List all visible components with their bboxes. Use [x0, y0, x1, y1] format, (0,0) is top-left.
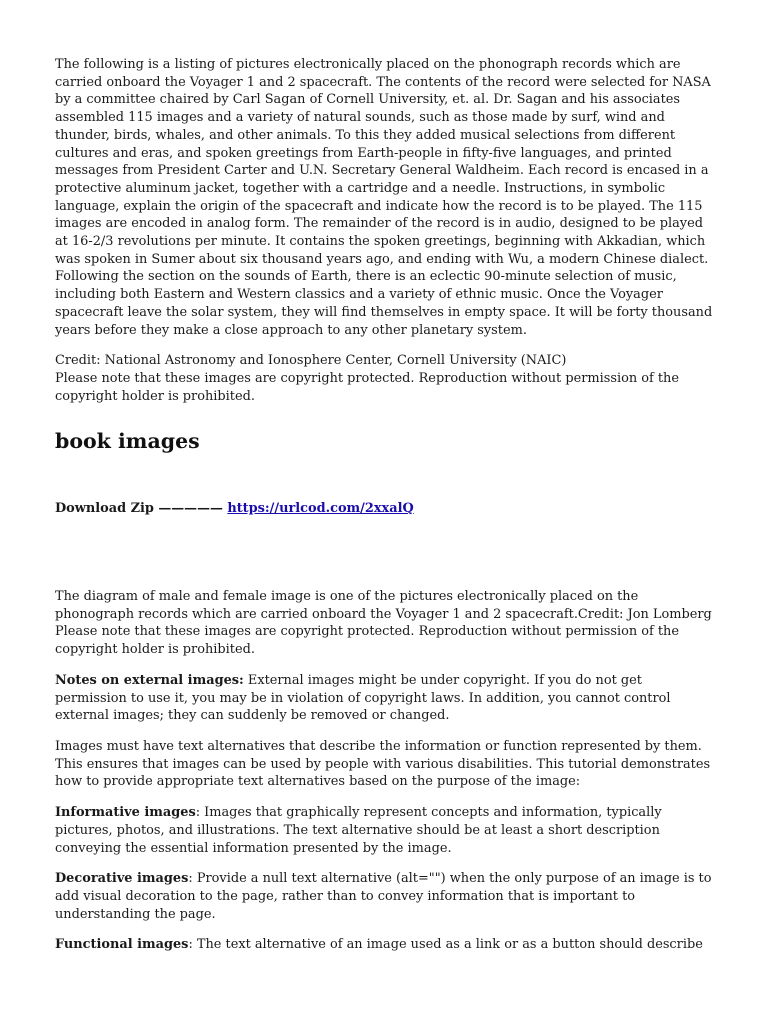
credit-line: Credit: National Astronomy and Ionosphere Center, Cornell University (NAIC): [55, 353, 567, 369]
diagram-text: The diagram of male and female image is one of the pictures electronically placed on the phonograph records which are carried onboard the Voyager 1 and 2 spacecraft.Credit: Jon Lomberg: [55, 589, 712, 622]
copyright-notice: Please note that these images are copyright protected. Reproduction without permission of the copyright holder is prohibited.: [55, 370, 679, 404]
functional-images-text: : The text alternative of an image used as a link or as a button should describe: [188, 937, 703, 953]
document-page: [55, 56, 715, 967]
section-heading: book images: [55, 429, 200, 454]
decorative-images-term: Decorative images: [55, 871, 189, 887]
external-images-text: External images might be under copyright. If you do not get permission to use it, you may be in violation of copyright laws. In addition, you cannot control external images; they can suddenly be removed or changed.: [55, 672, 671, 724]
external-images-note: [55, 672, 715, 725]
decorative-images-paragraph: [55, 870, 715, 923]
download-label: Download Zip —————: [55, 501, 223, 517]
informative-images-paragraph: [55, 804, 715, 857]
intro-paragraph: The following is a listing of pictures electronically placed on the phonograph records which are carried onboard the Voyager 1 and 2 spacecraft. The contents of the record were selected for NASA by a committee chaired by Carl Sagan of Cornell University, et. al. Dr. Sagan and his associates assembled 115 images and a variety of natural sounds, such as those made by surf, wind and thunder, birds, whales, and other animals. To this they added musical selections from different cultures and eras, and spoken greetings from Earth-people in fifty-five languages, and printed messages from President Carter and U.N. Secretary General Waldheim. Each record is encased in a protective aluminum jacket, together with a cartridge and a needle. Instructions, in symbolic language, explain the origin of the spacecraft and indicate how the record is to be played. The 115 images are encoded in analog form. The remainder of the record is in audio, designed to be played at 16-2/3 revolutions per minute. It contains the spoken greetings, beginning with Akkadian, which was spoken in Sumer about six thousand years ago, and ending with Wu, a modern Chinese dialect. Following the section on the sounds of Earth, there is an eclectic 90-minute selection of music, including both Eastern and Western classics and a variety of ethnic music. Once the Voyager spacecraft leave the solar system, they will find themselves in empty space. It will be forty thousand years before they make a close approach to any other planetary system.: [55, 57, 713, 338]
download-line: [55, 500, 715, 518]
functional-images-term: Functional images: [55, 937, 189, 953]
diagram-copyright-notice: Please note that these images are copyright protected. Reproduction without permission of the copyright holder is prohibited.: [55, 624, 679, 658]
external-images-term: Notes on external images:: [55, 672, 244, 688]
diagram-paragraph: [55, 588, 715, 659]
informative-images-text: : Images that graphically represent concepts and information, typically pictures, photos, and illustrations. The text alternative should be at least a short description conveying the essential information presented by the image.: [55, 805, 662, 856]
informative-images-term: Informative images: [55, 805, 196, 821]
credit-block: [55, 352, 715, 405]
decorative-images-text: : Provide a null text alternative (alt="") when the only purpose of an image is to add visual decoration to the page, rather than to convey information that is important to understanding the page.: [55, 871, 712, 922]
text-alternatives-paragraph: Images must have text alternatives that describe the information or function represented by them. This ensures that images can be used by people with various disabilities. This tutorial demonstrates how to provide appropriate text alternatives based on the purpose of the image:: [55, 738, 711, 790]
download-link[interactable]: https://urlcod.com/2xxalQ: [227, 501, 414, 517]
functional-images-paragraph: [55, 936, 715, 954]
